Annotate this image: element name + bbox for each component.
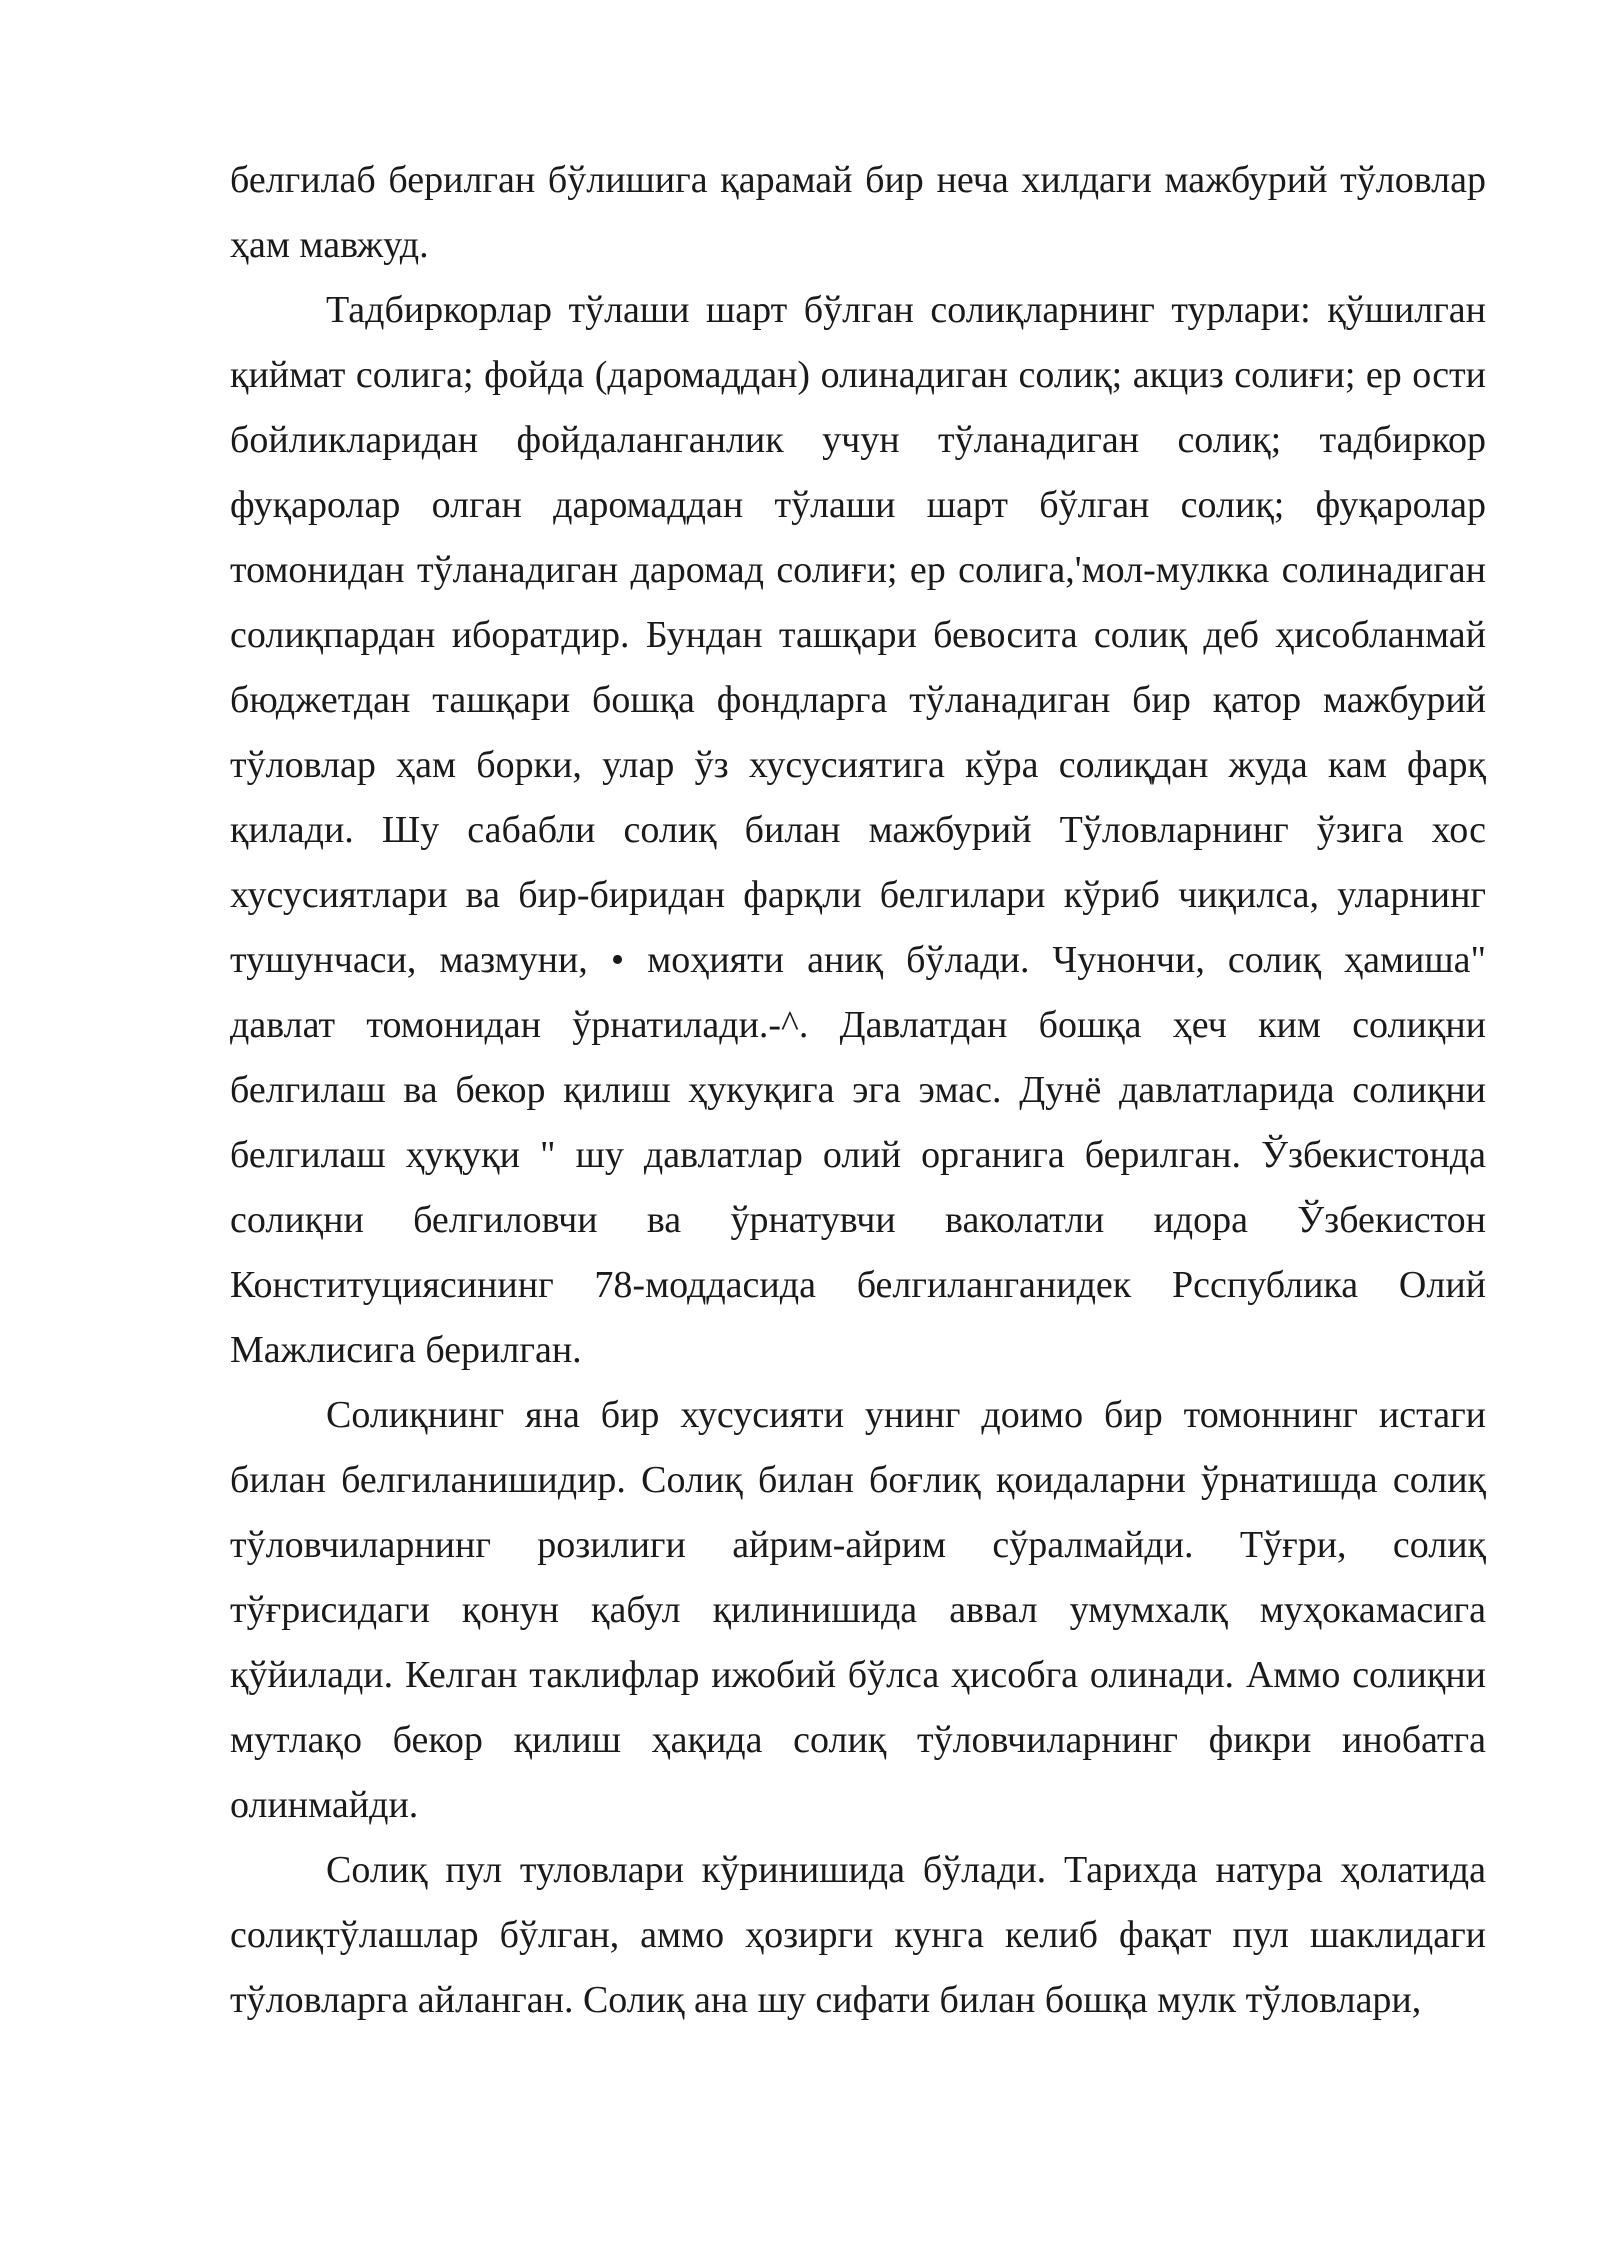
paragraph-4: Солиқ пул туловлари кўринишида бўлади. Тарихда натура ҳолатида солиқтўлашлар бўлган, аммо ҳозирги кунга келиб фақат пул шаклидаги тўловларга айланган. Солиқ ана шу сифати билан бошқа мулк тўловлари,: [230, 1849, 1486, 2021]
document-page: [230, 148, 1486, 2033]
paragraph-1: белгилаб берилган бўлишига қарамай бир неча хилдаги мажбурий тўловлар ҳам мавжуд.: [230, 159, 1486, 266]
paragraph-2: Тадбиркорлар тўлаши шарт бўлган солиқларнинг турлари: қўшилган қиймат солига; фойда (даромаддан) олинадиган солиқ; акциз солиғи; ер ости бойликларидан фойдаланганлик учун тўланадиган солиқ; тадбиркор фуқаролар олган даромаддан тўлаши шарт бўлган солиқ; фуқаролар томонидан тўланадиган даромад солиғи; ер солига,'мол-мулкка солинадиган солиқпардан иборатдир. Бундан ташқари бевосита солиқ деб ҳисобланмай бюджетдан ташқари бошқа фондларга тўланадиган бир қатор мажбурий тўловлар ҳам борки, улар ўз хусусиятига кўра солиқдан жуда кам фарқ қилади. Шу сабабли солиқ билан мажбурий Тўловларнинг ўзига хос хусусиятлари ва бир-биридан фарқли белгилари кўриб чиқилса, уларнинг тушунчаси, мазмуни, • моҳияти аниқ бўлади. Чунончи, солиқ ҳамиша" давлат томонидан ўрнатилади.-^. Давлатдан бошқа ҳеч ким солиқни белгилаш ва бекор қилиш ҳукуқига эга эмас. Дунё давлатларида солиқни белгилаш ҳуқуқи " шу давлатлар олий органига берилган. Ўзбекистонда солиқни белгиловчи ва ўрнатувчи ваколатли идора Ўзбекистон Конституциясининг 78-моддасида белгиланганидек Рсспублика Олий Мажлисига берилган.: [230, 289, 1486, 1371]
paragraph-3: Солиқнинг яна бир хусусияти унинг доимо бир томоннинг истаги билан белгиланишидир. Солиқ билан боғлиқ қоидаларни ўрнатишда солиқ тўловчиларнинг розилиги айрим-айрим сўралмайди. Тўғри, солиқ тўғрисидаги қонун қабул қилинишида аввал умумхалқ муҳокамасига қўйилади. Келган таклифлар ижобий бўлса ҳисобга олинади. Аммо солиқни мутлақо бекор қилиш ҳақида солиқ тўловчиларнинг фикри инобатга олинмайди.: [230, 1394, 1486, 1826]
